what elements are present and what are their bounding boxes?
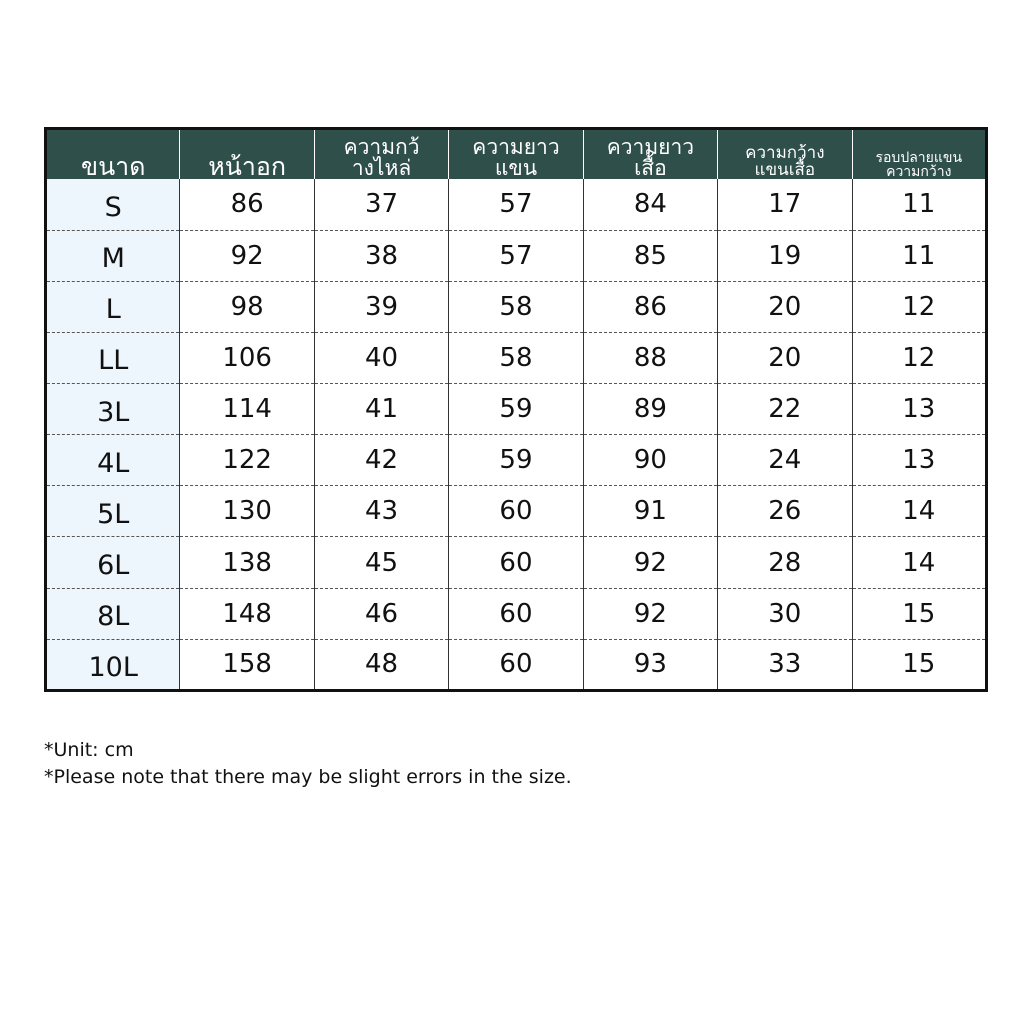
size-cell: 5L [46, 486, 180, 537]
body-length-cell: 90 [583, 435, 717, 486]
table-row [46, 486, 987, 537]
header-size [46, 129, 180, 180]
size-cell: 3L [46, 384, 180, 435]
body-length-cell: 93 [583, 639, 717, 690]
sleeve-width-cell: 30 [718, 588, 852, 639]
body-length-cell: 92 [583, 588, 717, 639]
cuff-width-cell: 11 [852, 179, 986, 230]
size-cell: S [46, 179, 180, 230]
table-row [46, 230, 987, 281]
sleeve-width-cell: 28 [718, 537, 852, 588]
notes [44, 737, 572, 791]
chest-cell: 130 [180, 486, 314, 537]
shoulder-width-cell: 38 [314, 230, 448, 281]
sleeve-width-cell: 20 [718, 332, 852, 383]
sleeve-length-cell: 59 [449, 435, 583, 486]
sleeve-length-cell: 60 [449, 486, 583, 537]
shoulder-width-cell: 43 [314, 486, 448, 537]
table-row [46, 332, 987, 383]
table-row [46, 281, 987, 332]
table-row [46, 384, 987, 435]
sleeve-length-cell: 59 [449, 384, 583, 435]
sleeve-length-cell: 58 [449, 281, 583, 332]
body-length-cell: 88 [583, 332, 717, 383]
size-cell: 6L [46, 537, 180, 588]
sleeve-length-cell: 60 [449, 537, 583, 588]
sleeve-width-cell: 26 [718, 486, 852, 537]
shoulder-width-cell: 41 [314, 384, 448, 435]
chest-cell: 92 [180, 230, 314, 281]
table-row [46, 639, 987, 690]
sleeve-length-cell: 58 [449, 332, 583, 383]
size-cell: 4L [46, 435, 180, 486]
sleeve-width-cell: 20 [718, 281, 852, 332]
body-length-cell: 89 [583, 384, 717, 435]
header-size-label: ขนาด [80, 154, 146, 179]
size-chart-body [46, 179, 987, 691]
header-sleeve-length [449, 129, 583, 180]
chest-cell: 106 [180, 332, 314, 383]
size-cell: L [46, 281, 180, 332]
body-length-cell: 91 [583, 486, 717, 537]
header-body-length-line1: ความยาว [606, 135, 695, 159]
cuff-width-cell: 13 [852, 384, 986, 435]
size-cell: LL [46, 332, 180, 383]
body-length-cell: 84 [583, 179, 717, 230]
shoulder-width-cell: 42 [314, 435, 448, 486]
chest-cell: 86 [180, 179, 314, 230]
header-row [46, 129, 987, 180]
chest-cell: 148 [180, 588, 314, 639]
header-chest [180, 129, 314, 180]
body-length-cell: 85 [583, 230, 717, 281]
size-cell: 8L [46, 588, 180, 639]
cuff-width-cell: 15 [902, 649, 936, 680]
body-length-cell: 86 [583, 281, 717, 332]
shoulder-width-cell: 46 [314, 588, 448, 639]
cuff-width-cell: 11 [852, 230, 986, 281]
header-shoulder-width-line2: างไหล่ [351, 156, 412, 179]
header-cuff-width-line1: รอบปลายแขน [875, 150, 963, 166]
sleeve-length-cell: 60 [449, 639, 583, 690]
header-cuff-width-line2: ความกว้าง [886, 164, 952, 179]
sleeve-width-cell: 22 [718, 384, 852, 435]
sleeve-length-cell: 57 [449, 230, 583, 281]
sleeve-length-cell: 60 [449, 588, 583, 639]
header-sleeve-width [718, 129, 852, 180]
body-length-cell: 92 [583, 537, 717, 588]
shoulder-width-cell: 40 [314, 332, 448, 383]
size-cell: 10L [46, 639, 180, 690]
table-row [46, 588, 987, 639]
shoulder-width-cell: 48 [314, 639, 448, 690]
cuff-width-cell: 12 [852, 332, 986, 383]
shoulder-width-cell: 45 [314, 537, 448, 588]
shoulder-width-cell: 39 [314, 281, 448, 332]
chest-cell: 98 [180, 281, 314, 332]
sleeve-length-cell: 57 [449, 179, 583, 230]
header-shoulder-width [314, 129, 448, 180]
header-chest-label: หน้าอก [208, 154, 287, 179]
chest-cell: 138 [180, 537, 314, 588]
sleeve-width-cell: 19 [718, 230, 852, 281]
disclaimer-note: *Please note that there may be slight errors in the size. [44, 766, 572, 788]
header-body-length [583, 129, 717, 180]
header-shoulder-width-line1: ความกว้ [343, 135, 420, 159]
header-cuff-width [852, 129, 986, 180]
size-chart-table [44, 127, 988, 692]
cuff-width-cell: 13 [852, 435, 986, 486]
table-row [46, 537, 987, 588]
header-sleeve-width-line2: แขนเสื้อ [754, 160, 816, 179]
header-sleeve-length-line1: ความยาว [472, 135, 560, 159]
unit-note: *Unit: cm [44, 739, 134, 761]
shoulder-width-cell: 37 [314, 179, 448, 230]
header-sleeve-length-line2: แขน [494, 156, 538, 179]
header-sleeve-width-line1: ความกว้าง [745, 143, 825, 163]
cuff-width-cell: 14 [852, 537, 986, 588]
header-body-length-line2: เสื้อ [634, 156, 667, 179]
cuff-width-cell: 12 [852, 281, 986, 332]
sleeve-width-cell: 24 [718, 435, 852, 486]
chest-cell: 114 [180, 384, 314, 435]
sleeve-width-cell: 17 [718, 179, 852, 230]
table-row [46, 435, 987, 486]
table-row [46, 179, 987, 230]
size-cell: M [46, 230, 180, 281]
cuff-width-cell: 15 [852, 588, 986, 639]
chest-cell: 122 [180, 435, 314, 486]
sleeve-width-cell: 33 [718, 639, 852, 690]
chest-cell: 158 [180, 639, 314, 690]
cuff-width-cell: 14 [852, 486, 986, 537]
